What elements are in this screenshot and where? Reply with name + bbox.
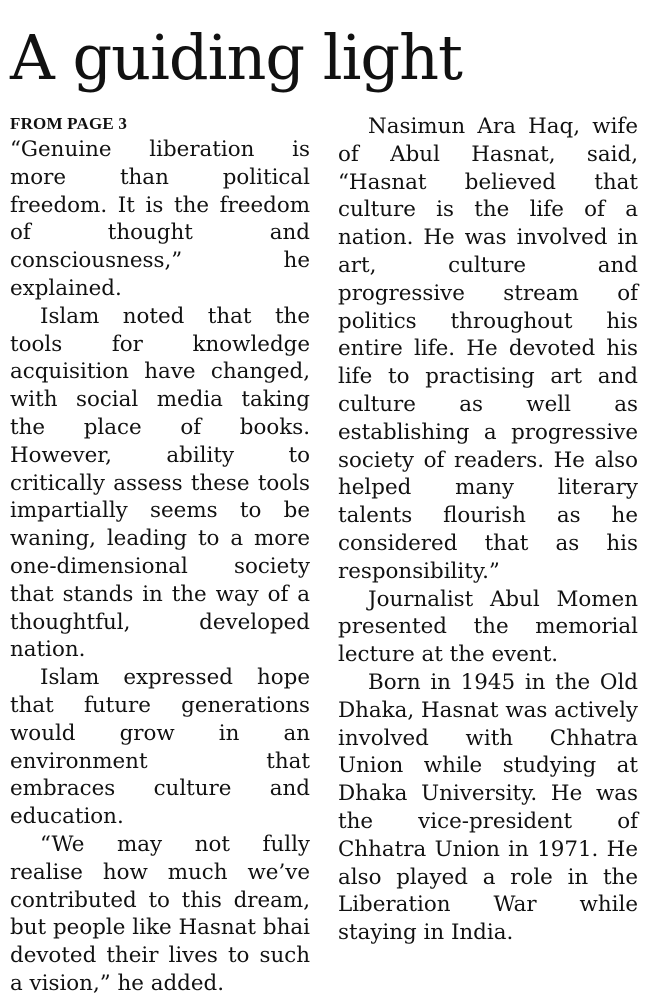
body-paragraph: Islam expressed hope that future generations would grow in an environment that embraces culture and education. [10,665,310,830]
continued-from-label: FROM PAGE 3 [10,114,128,133]
body-paragraph: “Genuine liberation is more than political freedom. It is the freedom of thought and consciousness,” he explained. [10,137,310,301]
body-paragraph: Nasimun Ara Haq, wife of Abul Hasnat, said, “Hasnat believed that culture is the life of a nation. He was involved in art, culture and progressive stream of politics throughout his entire life. He devoted his life to practising art and culture as well as establishing a progressive society of readers. He also helped many literary talents flourish as he considered that as his responsibility.” [338,114,638,584]
left-column [10,112,310,998]
body-paragraph: Born in 1945 in the Old Dhaka, Hasnat was actively involved with Chhatra Union while studying at Dhaka University. He was the vice-president of Chhatra Union in 1971. He also played a role in the Liberation War while staying in India. [338,669,638,946]
body-paragraph: “We may not fully realise how much we’ve contributed to this dream, but people like Hasnat bhai devoted their lives to such a vision,” he added. [10,831,310,996]
right-column [338,113,638,947]
body-paragraph: Journalist Abul Momen presented the memorial lecture at the event. [338,586,638,668]
headline: A guiding light [10,21,462,94]
body-paragraph: Islam noted that the tools for knowledge acquisition have changed, with social media taking the place of books. However, ability to critically assess these tools impartially seems to be waning, leading to a more one-dimensional society that stands in the way of a thoughtful, developed nation. [10,303,310,663]
